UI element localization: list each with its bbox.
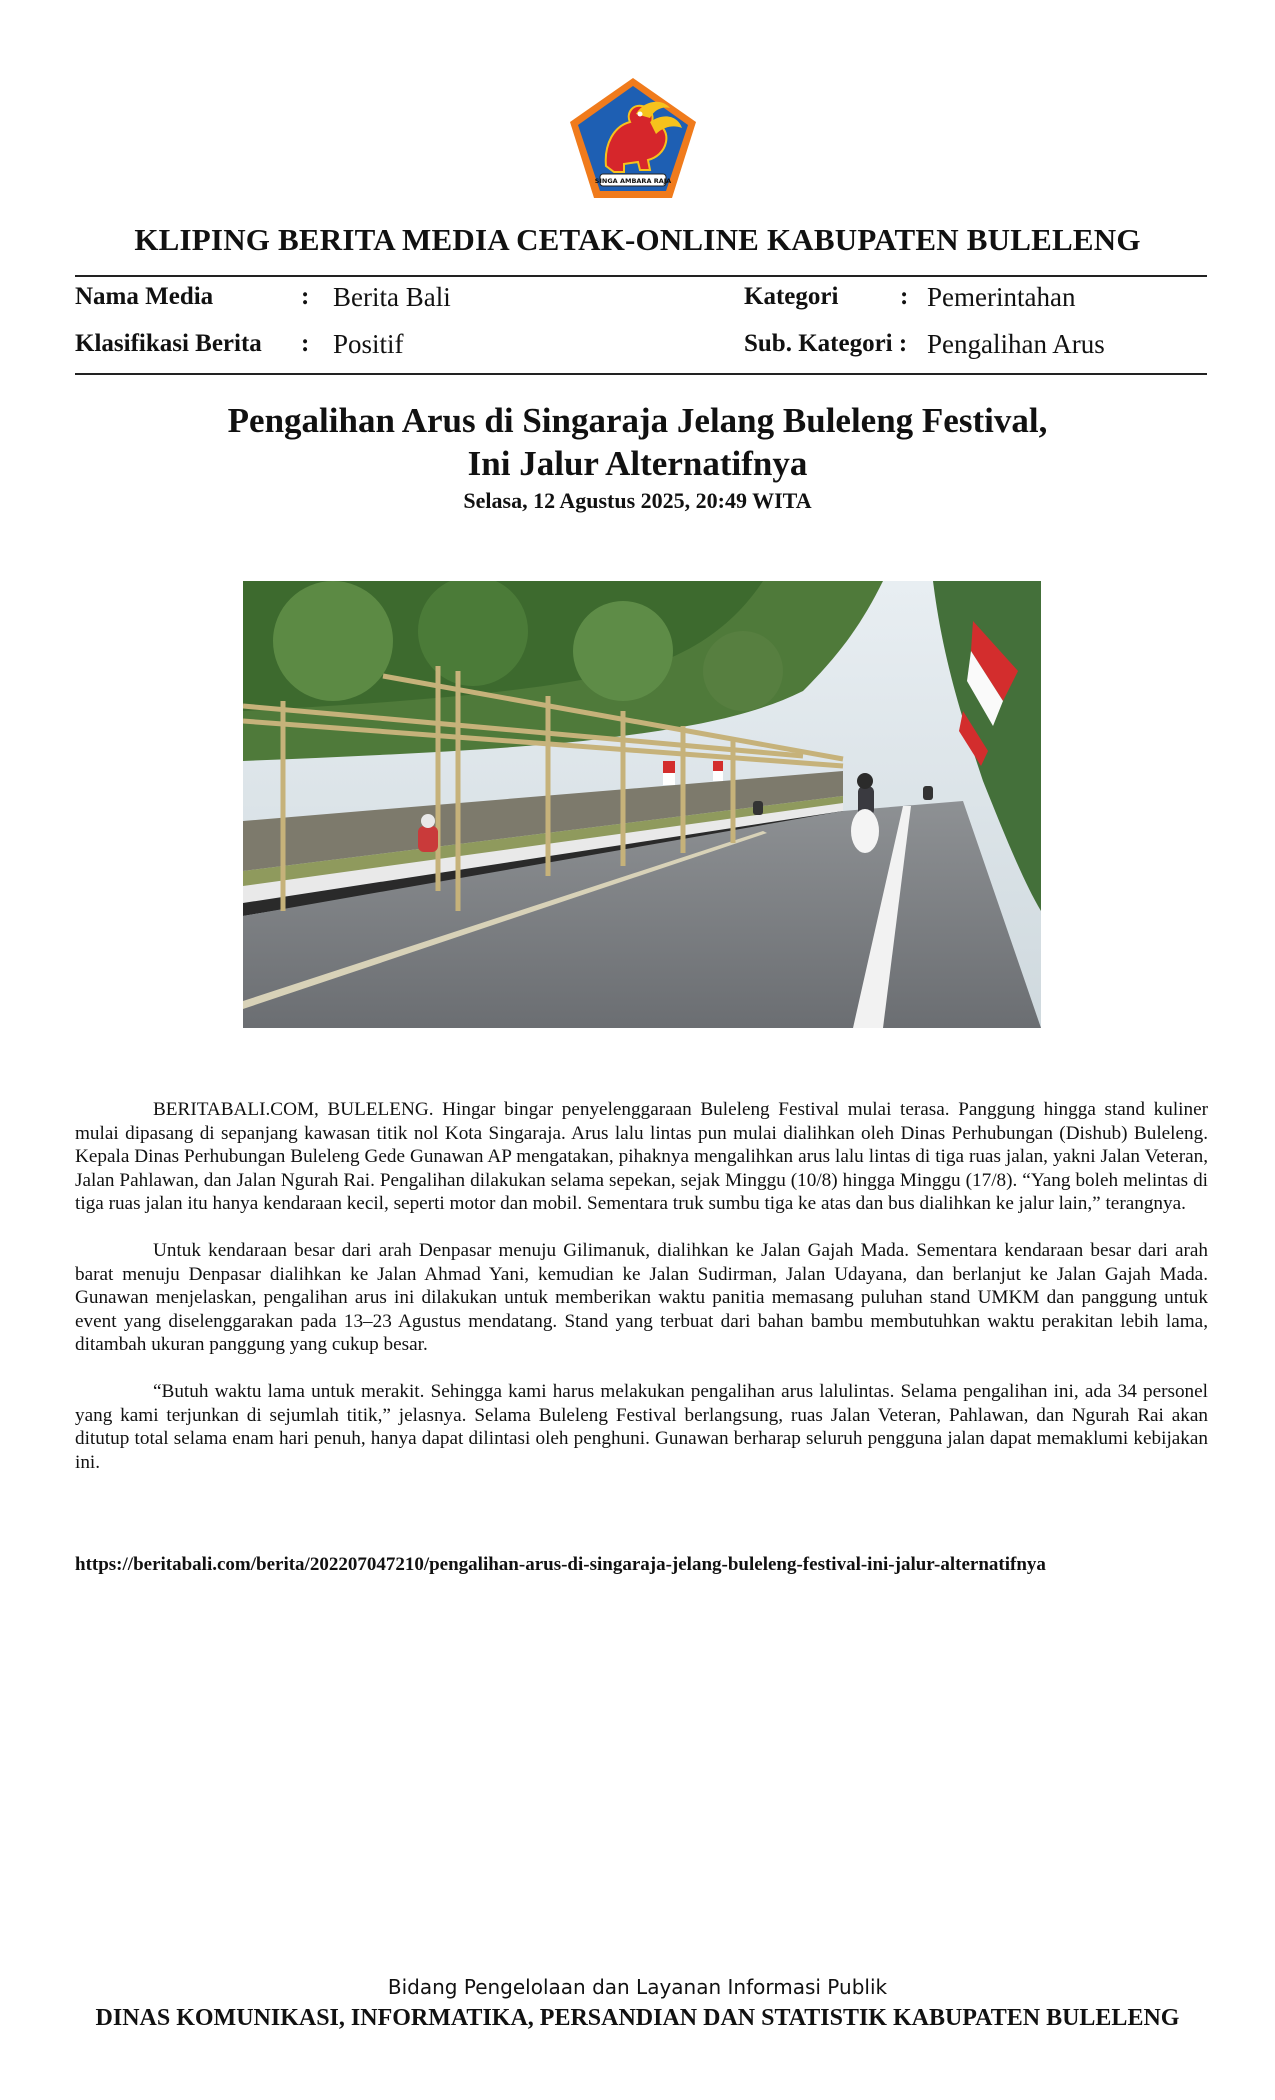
footer-department: Bidang Pengelolaan dan Layanan Informasi Publik [387,1975,888,1999]
article-paragraph-2: Untuk kendaraan besar dari arah Denpasar menuju Gilimanuk, dialihkan ke Jalan Gajah Mada. Sementara kendaraan besar dari arah barat menuju Denpasar dialihkan ke Jalan Ahmad Yani, kemudian ke Jalan Sudirman, Jalan Udayana, dan berlanjut ke Jalan Gajah Mada. Gunawan menjelaskan, pengalihan arus ini dilakukan untuk memberikan waktu panitia memasang puluhan stand UMKM dan panggung untuk event yang diselenggarakan pada 13–23 Agustus mendatang. Stand yang terbuat dari bahan bambu membutuhkan waktu perakitan lebih lama, ditambah ukuran panggung yang cukup besar. [75,1239,1208,1356]
sub-kategori-value: Pengalihan Arus [927,329,1105,359]
article-title [0,399,1275,485]
sub-kategori-label: Sub. Kategori : [744,330,908,357]
article-title-line-2: Ini Jalur Alternatifnya [467,444,808,483]
header-divider-bottom [75,373,1207,375]
article-paragraph-3: “Butuh waktu lama untuk merakit. Sehingga kami harus melakukan pengalihan arus lalulintas. Selama pengalihan ini, ada 34 personel yang kami terjunkan di sejumlah titik,” jelasnya. Selama Buleleng Festival berlangsung, ruas Jalan Veteran, Pahlawan, dan Ngurah Rai akan ditutup total selama enam hari penuh, hanya dapat dilintasi oleh penghuni. Gunawan berharap seluruh pengguna jalan dapat memaklumi kebijakan ini. [75,1380,1208,1473]
nama-media-label: Nama Media [75,283,214,310]
article-title-line-1: Pengalihan Arus di Singaraja Jelang Buleleng Festival, [227,401,1048,440]
klasifikasi-colon: : [301,330,310,357]
klasifikasi-berita-value: Positif [333,329,404,359]
nama-media-value: Berita Bali [333,282,451,312]
source-link[interactable]: https://beritabali.com/berita/202207047210/pengalihan-arus-di-singaraja-jelang-buleleng-festival-ini-jalur-alternatifnya [75,1554,1046,1575]
kategori-value: Pemerintahan [927,282,1076,312]
header-divider-top [75,275,1207,277]
footer-agency: DINAS KOMUNIKASI, INFORMATIKA, PERSANDIAN DAN STATISTIK KABUPATEN BULELENG [95,2005,1180,2031]
article-paragraph-1: BERITABALI.COM, BULELENG. Hingar bingar penyelenggaraan Buleleng Festival mulai terasa. Panggung hingga stand kuliner mulai dipasang di sepanjang kawasan titik nol Kota Singaraja. Arus lalu lintas pun mulai dialihkan oleh Dinas Perhubungan (Dishub) Buleleng. Kepala Dinas Perhubungan Buleleng Gede Gunawan AP mengatakan, pihaknya mengalihkan arus lalu lintas di tiga ruas jalan, yakni Jalan Veteran, Jalan Pahlawan, dan Jalan Ngurah Rai. Pengalihan dilakukan selama sepekan, sejak Minggu (10/8) hingga Minggu (17/8). “Yang boleh melintas di tiga ruas jalan itu hanya kendaraan kecil, seperti motor dan mobil. Sementara truk sumbu tiga ke atas dan bus dialihkan ke jalur lain,” terangnya. [75,1099,1208,1215]
klasifikasi-berita-label: Klasifikasi Berita [75,330,262,357]
singa-ambara-raja-logo [566,74,700,202]
svg-text:SINGA AMBARA RAJA: SINGA AMBARA RAJA [594,177,672,185]
street-photo [243,581,1041,1028]
nama-media-colon: : [301,283,310,310]
article-body [75,1098,1208,1497]
kategori-label: Kategori [744,283,839,310]
kategori-colon: : [900,283,909,310]
clipping-header-title: KLIPING BERITA MEDIA CETAK-ONLINE KABUPATEN BULELENG [134,222,1141,257]
article-date: Selasa, 12 Agustus 2025, 20:49 WITA [463,488,812,513]
